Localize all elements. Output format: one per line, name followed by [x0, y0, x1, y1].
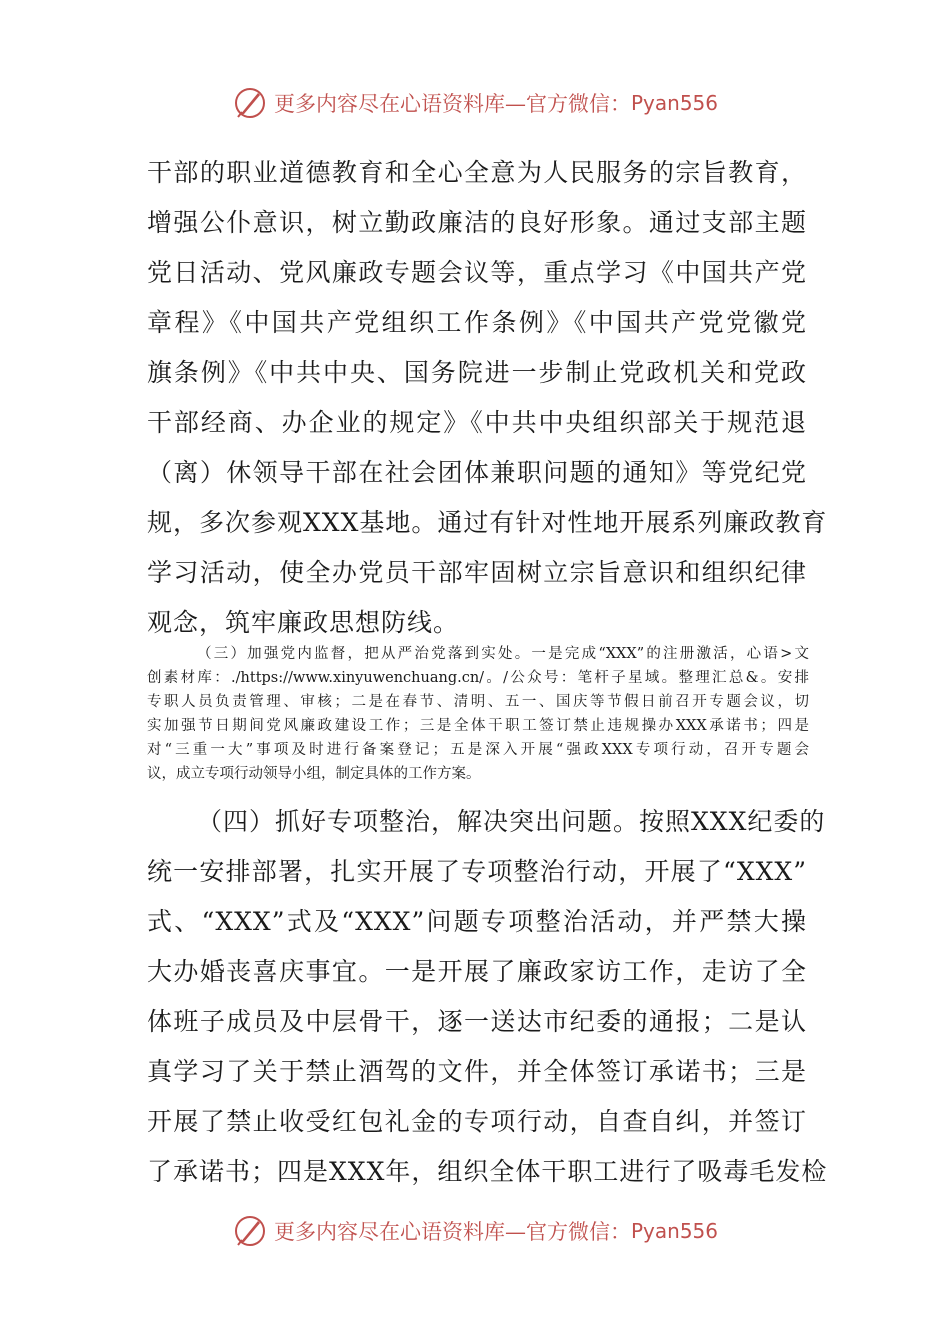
- text-line: （四）抓好专项整治，解决突出问题。按照XXX纪委的: [197, 807, 826, 836]
- banner-text: 更多内容尽在心语资料库—官方微信：: [273, 92, 631, 116]
- text-line: 干部的职业道德教育和全心全意为人民服务的宗旨教育，: [147, 158, 807, 187]
- paragraph-1: [147, 148, 828, 648]
- text-line: 大办婚丧喜庆事宜。一是开展了廉政家访工作，走访了全: [147, 957, 807, 986]
- text-line: 了承诺书；四是XXX年，组织全体干职工进行了吸毒毛发检: [147, 1157, 828, 1186]
- header-watermark-banner: [0, 83, 950, 123]
- text-line: 增强公仆意识，树立勤政廉洁的良好形象。通过支部主题: [147, 208, 807, 237]
- text-line: （三）加强党内监督，把从严治党落到实处。一是完成“XXX”的注册激活，心语>文: [197, 646, 809, 662]
- text-line: 旗条例》《中共中央、国务院进一步制止党政机关和党政: [147, 358, 807, 387]
- text-line: 议，成立专项行动领导小组，制定具体的工作方案。: [147, 766, 481, 782]
- text-line: 学习活动，使全办党员干部牢固树立宗旨意识和组织纪律: [147, 558, 807, 587]
- paragraph-2: [147, 642, 809, 786]
- text-line: 统一安排部署，扎实开展了专项整治行动，开展了“XXX”: [147, 857, 807, 886]
- banner-wechat-id: Pyan556: [630, 1219, 718, 1243]
- text-line: 实加强节日期间党风廉政建设工作；三是全体干职工签订禁止违规操办XXX承诺书；四是: [147, 718, 809, 734]
- footer-watermark-banner: [0, 1211, 950, 1251]
- text-line: 真学习了关于禁止酒驾的文件，并全体签订承诺书；三是: [147, 1057, 807, 1086]
- text-line: 干部经商、办企业的规定》《中共中央组织部关于规范退: [147, 408, 807, 437]
- quill-logo-icon: [232, 85, 268, 121]
- text-line: 规，多次参观XXX基地。通过有针对性地开展系列廉政教育: [147, 508, 828, 537]
- text-line: 开展了禁止收受红包礼金的专项行动，自查自纠，并签订: [147, 1107, 807, 1136]
- text-line: 体班子成员及中层骨干，逐一送达市纪委的通报；二是认: [147, 1007, 807, 1036]
- text-line: （离）休领导干部在社会团体兼职问题的通知》等党纪党: [147, 458, 807, 487]
- text-line: 观念，筑牢廉政思想防线。: [147, 608, 460, 637]
- text-line: 式、“XXX”式及“XXX”问题专项整治活动，并严禁大操: [147, 907, 807, 936]
- text-line: 党日活动、党风廉政专题会议等，重点学习《中国共产党: [147, 258, 807, 287]
- text-line: 专职人员负责管理、审核；二是在春节、清明、五一、国庆等节假日前召开专题会议，切: [147, 694, 809, 710]
- paragraph-3: [147, 797, 828, 1197]
- banner-wechat-id: Pyan556: [630, 91, 718, 115]
- banner-text: 更多内容尽在心语资料库—官方微信：: [273, 1220, 631, 1244]
- text-line: 创素材库：./https://www.xinyuwenchuang.cn/。/公众号：笔杆子星域。整理汇总&。安排: [147, 670, 809, 686]
- text-line: 章程》《中国共产党组织工作条例》《中国共产党党徽党: [147, 308, 807, 337]
- quill-logo-icon: [232, 1213, 268, 1249]
- text-line: 对“三重一大”事项及时进行备案登记；五是深入开展“强政XXX专项行动，召开专题会: [147, 742, 809, 758]
